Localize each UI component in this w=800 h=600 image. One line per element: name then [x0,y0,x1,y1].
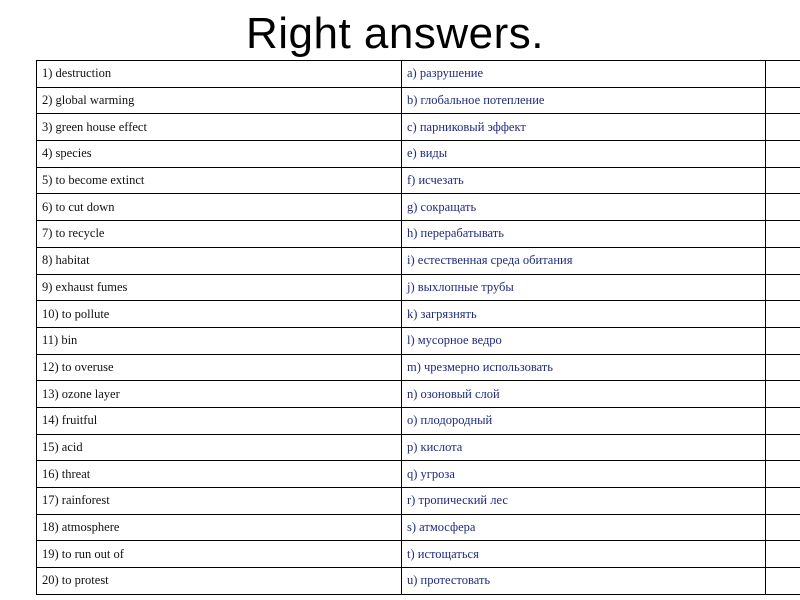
empty-cell [766,381,800,408]
english-term-cell: 12) to overuse [37,354,402,381]
russian-translation-cell: l) мусорное ведро [402,327,766,354]
table-row [37,514,800,541]
table-row [37,167,800,194]
table-row [37,87,800,114]
english-term-cell: 1) destruction [37,61,402,88]
russian-translation-cell: f) исчезать [402,167,766,194]
english-term-cell: 20) to protest [37,568,402,595]
english-term-cell: 5) to become extinct [37,167,402,194]
russian-translation-cell: h) перерабатывать [402,221,766,248]
english-term-cell: 18) atmosphere [37,514,402,541]
english-term-cell: 2) global warming [37,87,402,114]
english-term-cell: 15) acid [37,434,402,461]
page-title: Right answers. [245,9,544,58]
table-row [37,194,800,221]
english-term-cell: 13) ozone layer [37,381,402,408]
table-row [37,61,800,88]
russian-translation-cell: k) загрязнять [402,301,766,328]
table-row [37,381,800,408]
empty-cell [766,541,800,568]
empty-cell [766,461,800,488]
russian-translation-cell: q) угроза [402,461,766,488]
empty-cell [766,327,800,354]
empty-cell [766,407,800,434]
table-row [37,141,800,168]
russian-translation-cell: s) атмосфера [402,514,766,541]
russian-translation-cell: u) протестовать [402,568,766,595]
english-term-cell: 7) to recycle [37,221,402,248]
table-row [37,247,800,274]
english-term-cell: 16) threat [37,461,402,488]
russian-translation-cell: o) плодородный [402,407,766,434]
empty-cell [766,114,800,141]
english-term-cell: 19) to run out of [37,541,402,568]
english-term-cell: 11) bin [37,327,402,354]
table-row [37,568,800,595]
russian-translation-cell: a) разрушение [402,61,766,88]
russian-translation-cell: b) глобальное потепление [402,87,766,114]
empty-cell [766,87,800,114]
table-row [37,488,800,515]
empty-cell [766,221,800,248]
russian-translation-cell: i) естественная среда обитания [402,247,766,274]
english-term-cell: 8) habitat [37,247,402,274]
answers-table-body [37,61,800,595]
english-term-cell: 4) species [37,141,402,168]
empty-cell [766,141,800,168]
english-term-cell: 10) to pollute [37,301,402,328]
empty-cell [766,61,800,88]
empty-cell [766,167,800,194]
empty-cell [766,247,800,274]
table-row [37,114,800,141]
table-row [37,327,800,354]
table-row [37,541,800,568]
table-row [37,221,800,248]
empty-cell [766,488,800,515]
empty-cell [766,568,800,595]
russian-translation-cell: m) чрезмерно использовать [402,354,766,381]
english-term-cell: 3) green house effect [37,114,402,141]
english-term-cell: 14) fruitful [37,407,402,434]
empty-cell [766,354,800,381]
empty-cell [766,194,800,221]
table-row [37,274,800,301]
table-row [37,301,800,328]
russian-translation-cell: r) тропический лес [402,488,766,515]
russian-translation-cell: c) парниковый эффект [402,114,766,141]
russian-translation-cell: j) выхлопные трубы [402,274,766,301]
russian-translation-cell: t) истощаться [402,541,766,568]
table-row [37,434,800,461]
table-row [37,407,800,434]
empty-cell [766,514,800,541]
answers-table [36,60,800,595]
table-row [37,354,800,381]
empty-cell [766,274,800,301]
table-row [37,461,800,488]
english-term-cell: 9) exhaust fumes [37,274,402,301]
russian-translation-cell: n) озоновый слой [402,381,766,408]
russian-translation-cell: g) сокращать [402,194,766,221]
russian-translation-cell: p) кислота [402,434,766,461]
empty-cell [766,434,800,461]
english-term-cell: 17) rainforest [37,488,402,515]
russian-translation-cell: e) виды [402,141,766,168]
empty-cell [766,301,800,328]
english-term-cell: 6) to cut down [37,194,402,221]
